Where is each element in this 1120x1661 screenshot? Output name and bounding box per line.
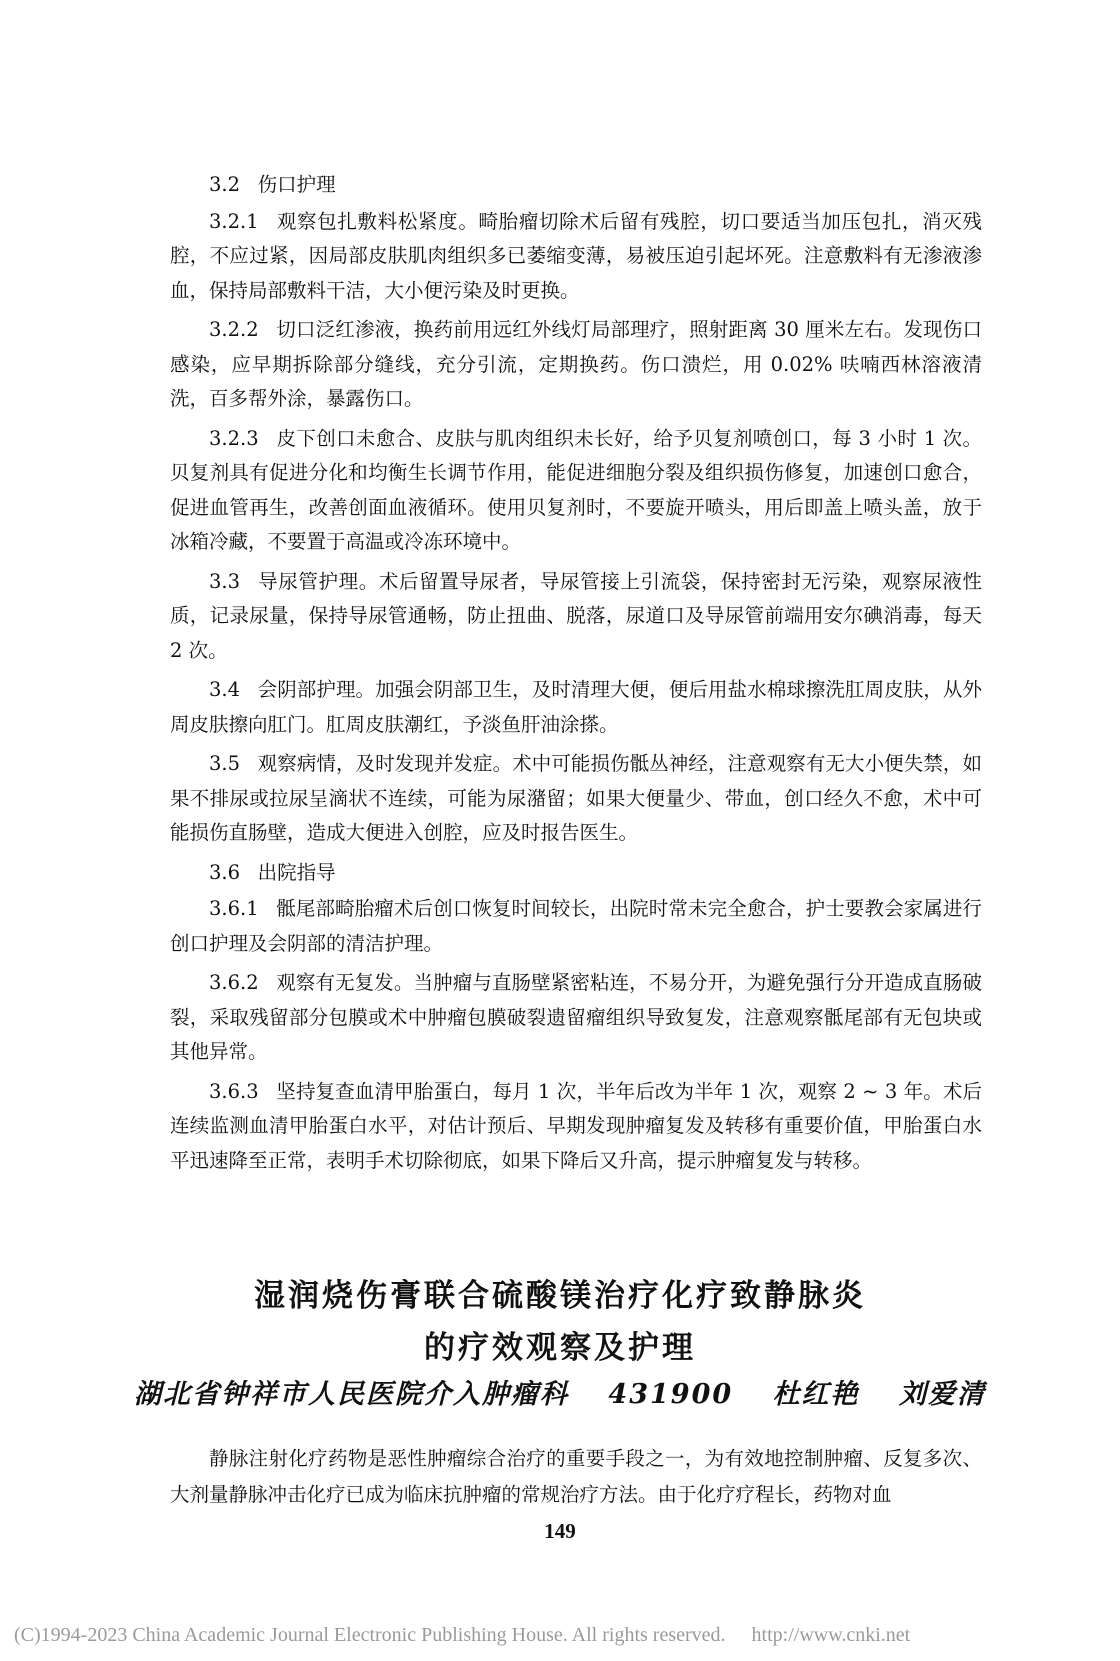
paragraph-3-2-1: 3.2.1 观察包扎敷料松紧度。畸胎瘤切除术后留有残腔，切口要适当加压包扎，消灭残腔，不应过紧，因局部皮肤肌肉组织多已萎缩变薄，易被压迫引起坏死。注意敷料有无渗液渗血，保持局部敷料干洁，大小便污染及时更换。 xyxy=(170,209,982,302)
author-1: 杜红艳 xyxy=(772,1379,860,1410)
article-intro xyxy=(170,1441,982,1513)
heading-3-2: 3.2 伤口护理 xyxy=(209,173,336,196)
article-title-line2: 的疗效观察及护理 xyxy=(424,1330,696,1366)
paragraph-3-2-3: 3.2.3 皮下创口未愈合、皮肤与肌肉组织未长好，给予贝复剂喷创口，每 3 小时 1 次。贝复剂具有促进分化和均衡生长调节作用，能促进细胞分裂及组织损伤修复，加速创口愈合，促进血管再生，改善创面血液循环。使用贝复剂时，不要旋开喷头，用后即盖上喷头盖，放于冰箱冷藏，不要置于高温或冷冻环境中。 xyxy=(170,426,982,553)
paragraph-3-6-1: 3.6.1 骶尾部畸胎瘤术后创口恢复时间较长，出院时常未完全愈合，护士要教会家属进行创口护理及会阴部的清洁护理。 xyxy=(170,897,982,955)
paragraph-3-3: 3.3 导尿管护理。术后留置导尿者，导尿管接上引流袋，保持密封无污染，观察尿液性质，记录尿量，保持导尿管通畅，防止扭曲、脱落，尿道口及导尿管前端用安尔碘消毒，每天 2 次。 xyxy=(170,569,982,662)
paragraph-3-4: 3.4 会阴部护理。加强会阴部卫生，及时清理大便，便后用盐水棉球擦洗肛周皮肤，从外周皮肤擦向肛门。肛周皮肤潮红，予淡鱼肝油涂搽。 xyxy=(170,678,982,736)
article-byline xyxy=(0,1372,1120,1411)
article-title-line1: 湿润烧伤膏联合硫酸镁治疗化疗致静脉炎 xyxy=(254,1278,866,1314)
page-number: 149 xyxy=(544,1519,576,1543)
postcode: 431900 xyxy=(608,1379,734,1410)
paragraph-3-6-3: 3.6.3 坚持复查血清甲胎蛋白，每月 1 次，半年后改为半年 1 次，观察 2 ~ 3 年。术后连续监测血清甲胎蛋白水平，对估计预后、早期发现肿瘤复发及转移有重要价值，甲胎蛋白水平迅速降至正常，表明手术切除彻底，如果下降后又升高，提示肿瘤复发与转移。 xyxy=(170,1079,982,1172)
paragraph-3-6-2: 3.6.2 观察有无复发。当肿瘤与直肠壁紧密粘连，不易分开，为避免强行分开造成直肠破裂，采取残留部分包膜或术中肿瘤包膜破裂遗留瘤组织导致复发，注意观察骶尾部有无包块或其他异常。 xyxy=(170,971,982,1063)
nursing-section xyxy=(170,168,982,1183)
intro-paragraph: 静脉注射化疗药物是恶性肿瘤综合治疗的重要手段之一，为有效地控制肿瘤、反复多次、大剂量静脉冲击化疗已成为临床抗肿瘤的常规治疗方法。由于化疗疗程长，药物对血 xyxy=(170,1447,982,1506)
paragraph-3-2-2: 3.2.2 切口泛红渗液，换药前用远红外线灯局部理疗，照射距离 30 厘米左右。发现伤口感染，应早期拆除部分缝线，充分引流，定期换药。伤口溃烂，用 0.02% 呋喃西林溶液清洗，百多帮外涂，暴露伤口。 xyxy=(170,318,982,410)
heading-3-6: 3.6 出院指导 xyxy=(209,860,336,884)
footer-url-link[interactable]: http://www.cnki.net xyxy=(751,1624,911,1646)
author-2: 刘爱清 xyxy=(898,1379,986,1410)
copyright-footer xyxy=(14,1624,1114,1647)
affiliation: 湖北省钟祥市人民医院介入肿瘤科 xyxy=(134,1379,570,1410)
copyright-text: (C)1994-2023 China Academic Journal Electronic Publishing House. All rights reserved. xyxy=(14,1624,726,1646)
paragraph-3-5: 3.5 观察病情，及时发现并发症。术中可能损伤骶丛神经，注意观察有无大小便失禁，如果不排尿或拉尿呈滴状不连续，可能为尿潴留；如果大便量少、带血，创口经久不愈，术中可能损伤直肠壁，造成大便进入创腔，应及时报告医生。 xyxy=(170,752,982,844)
